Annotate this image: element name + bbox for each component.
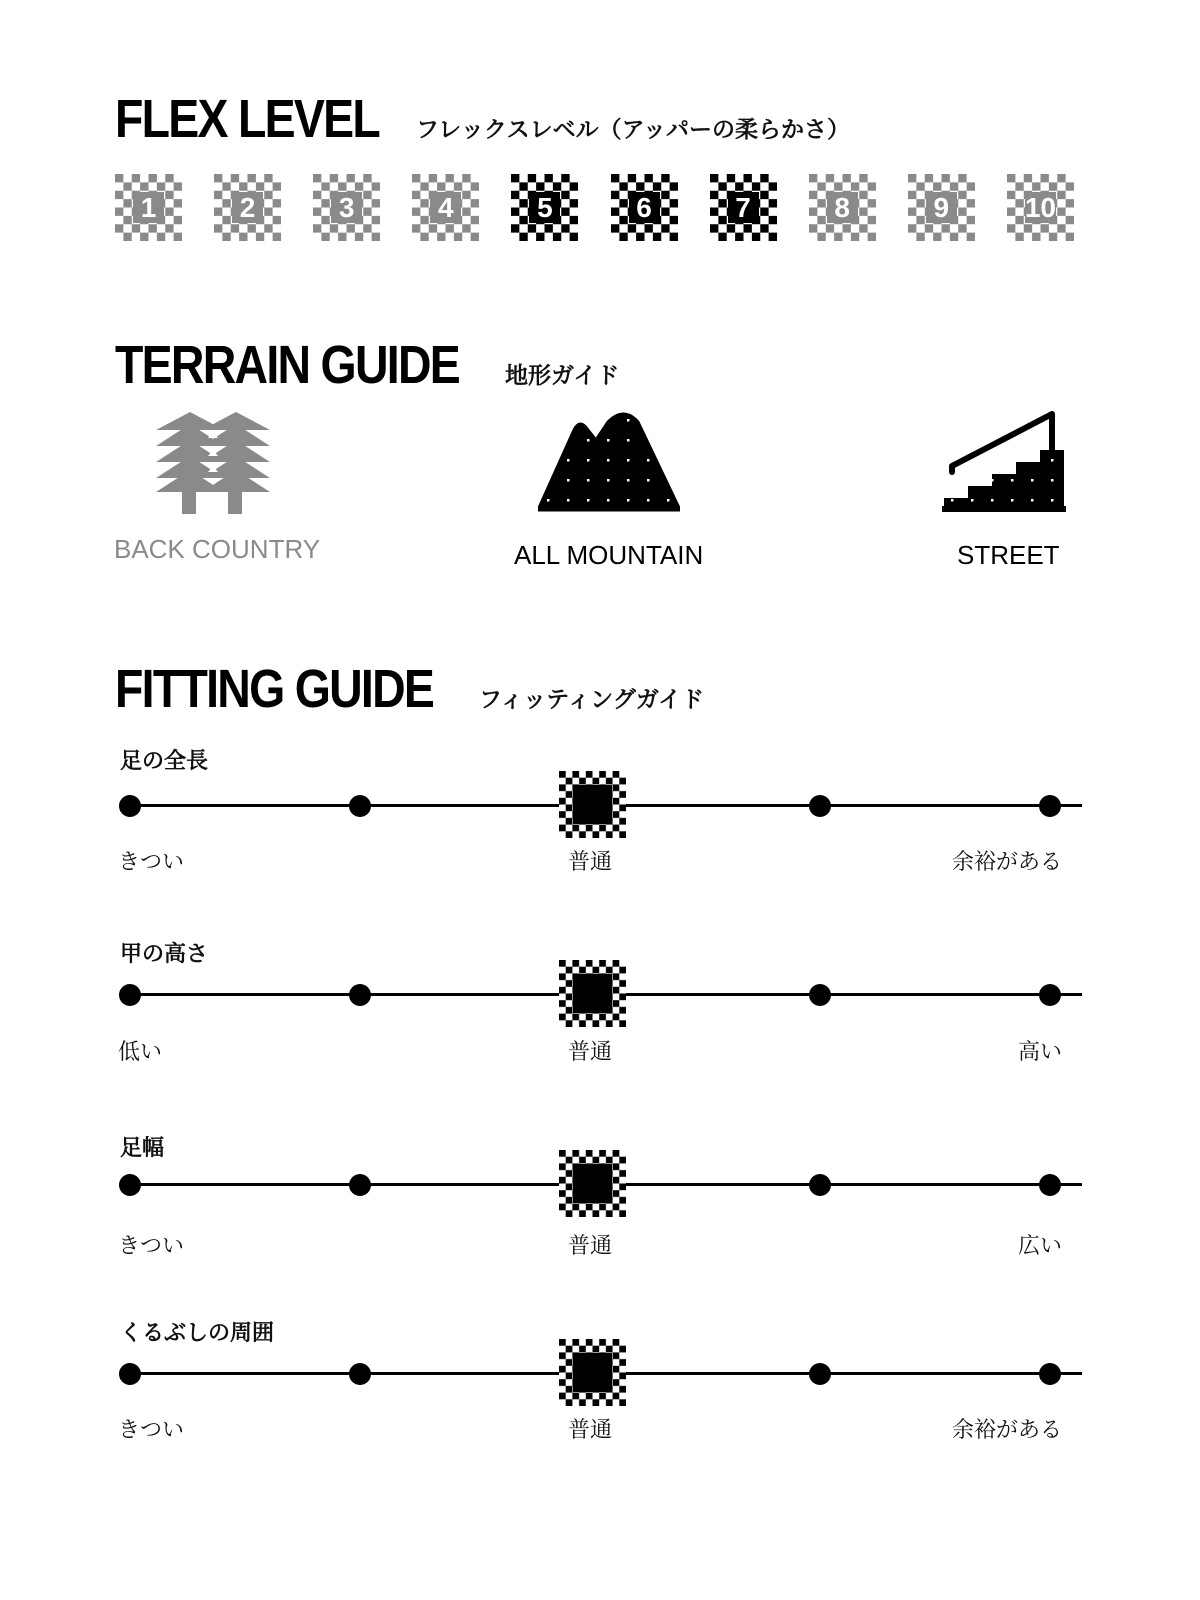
flex-level-title: FLEX LEVEL (115, 89, 380, 149)
fitting-scale-dot (809, 1174, 831, 1196)
terrain-label-street: STREET (957, 540, 1060, 570)
fitting-scale-dot (119, 1174, 141, 1196)
fitting-label-center: 普通 (568, 1234, 613, 1259)
fitting-row-title: 甲の高さ (120, 942, 209, 967)
fitting-scale-dot (349, 1363, 371, 1385)
flex-level-1 (115, 174, 182, 241)
fitting-label-center: 普通 (568, 850, 613, 875)
flex-level-6 (611, 174, 678, 241)
fitting-scale-dot (1039, 795, 1061, 817)
flex-level-4 (412, 174, 479, 241)
fitting-scale-dot (119, 1363, 141, 1385)
trees-icon (156, 410, 272, 514)
fitting-guide-header (115, 658, 704, 720)
fitting-label-center: 普通 (568, 1040, 613, 1065)
fitting-label-left: きつい (118, 850, 185, 875)
fitting-scale-dot (119, 795, 141, 817)
fitting-scale-dot (809, 1363, 831, 1385)
fitting-marker (559, 960, 626, 1027)
fitting-row-title: 足幅 (120, 1136, 165, 1161)
fitting-marker (559, 1150, 626, 1217)
flex-level-scale (115, 174, 1100, 242)
terrain-guide-header (115, 334, 619, 396)
fitting-label-right: 余裕がある (951, 850, 1062, 875)
fitting-scale-dot (1039, 1363, 1061, 1385)
flex-level-5 (511, 174, 578, 241)
fitting-guide-title: FITTING GUIDE (115, 659, 434, 719)
flex-level-number: 10 (1024, 191, 1056, 223)
flex-level-2 (214, 174, 281, 241)
fitting-scale-dot (349, 1174, 371, 1196)
fitting-scale-dot (349, 984, 371, 1006)
fitting-scale-dot (1039, 984, 1061, 1006)
flex-level-number: 4 (438, 191, 454, 223)
flex-level-number: 9 (933, 191, 950, 223)
fitting-marker (559, 1339, 626, 1406)
flex-level-number: 8 (834, 191, 850, 223)
flex-level-8 (809, 174, 876, 241)
flex-level-3 (313, 174, 380, 241)
fitting-label-center: 普通 (568, 1418, 613, 1443)
flex-level-number: 2 (239, 191, 256, 223)
fitting-scale-dot (809, 984, 831, 1006)
fitting-row-title: 足の全長 (120, 749, 209, 774)
flex-level-number: 3 (338, 191, 355, 223)
fitting-guide-subtitle: フィッティングガイド (478, 687, 705, 713)
fitting-scale-dot (809, 795, 831, 817)
flex-level-subtitle: フレックスレベル（アッパーの柔らかさ） (416, 117, 851, 143)
mountain-icon (538, 410, 680, 512)
terrain-label-back-country: BACK COUNTRY (114, 534, 321, 564)
terrain-guide-title: TERRAIN GUIDE (115, 335, 460, 395)
fitting-label-left: 低い (118, 1040, 163, 1065)
terrain-guide-subtitle: 地形ガイド (505, 363, 620, 389)
fitting-label-right: 高い (1017, 1040, 1062, 1065)
fitting-label-right: 余裕がある (951, 1418, 1062, 1443)
terrain-label-all-mountain: ALL MOUNTAIN (514, 540, 704, 570)
flex-level-9 (908, 174, 975, 241)
flex-level-number: 1 (140, 191, 157, 223)
fitting-scale-dot (119, 984, 141, 1006)
fitting-scale-dot (349, 795, 371, 817)
flex-level-7 (710, 174, 777, 241)
fitting-scale-dot (1039, 1174, 1061, 1196)
flex-level-number: 6 (636, 191, 652, 223)
fitting-row-title: くるぶしの周囲 (120, 1321, 275, 1346)
fitting-label-left: きつい (118, 1234, 185, 1259)
fitting-label-left: きつい (118, 1418, 185, 1443)
fitting-marker (559, 771, 626, 838)
fitting-label-right: 広い (1017, 1234, 1062, 1259)
stairs-rail-icon (942, 410, 1066, 514)
flex-level-header (115, 88, 850, 150)
flex-level-10 (1007, 174, 1074, 241)
flex-level-number: 7 (735, 191, 751, 223)
flex-level-number: 5 (537, 191, 553, 223)
